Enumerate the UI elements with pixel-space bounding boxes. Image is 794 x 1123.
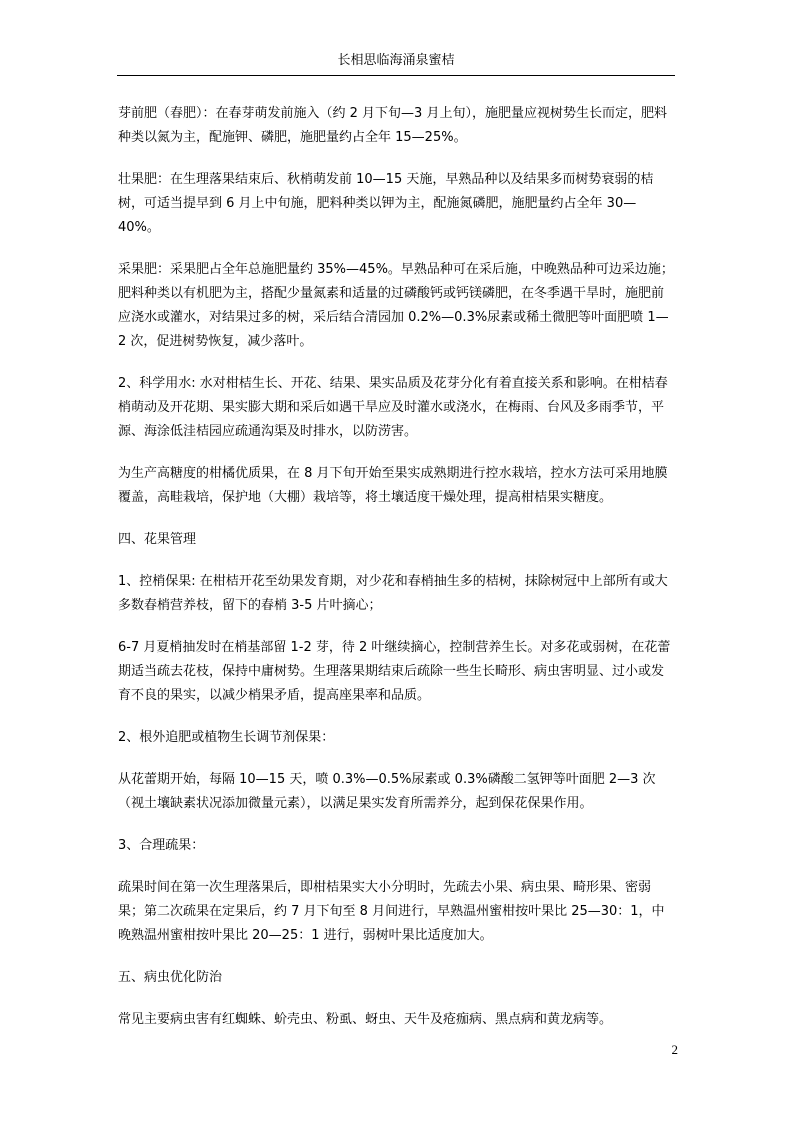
paragraph-post-harvest-fertilizer: 采果肥：采果肥占全年总施肥量约 35%—45%。早熟品种可在采后施，中晚熟品种可边采边施；肥料种类以有机肥为主，搭配少量氮素和适量的过磷酸钙或钙镁磷肥，在冬季遇干旱时，施肥前应浇水或灌水，对结果过多的树，采后结合清园加 0.2%—0.3%尿素或稀土微肥等叶面肥喷 1—2 次，促进树势恢复，减少落叶。 <box>118 262 674 349</box>
section-heading-pest-control: 五、病虫优化防治 <box>118 970 223 985</box>
subheading-foliar-fertilizer: 2、根外追肥或植物生长调节剂保果： <box>118 730 335 745</box>
paragraph-fruit-thinning: 疏果时间在第一次生理落果后，即柑桔果实大小分明时，先疏去小果、病虫果、畸形果、密弱果；第二次疏果在定果后，约 7 月下旬至 8 月间进行，早熟温州蜜柑按叶果比 25—30：1，中晚熟温州蜜柑按叶果比 20—25：1 进行，弱树叶果比适度加大。 <box>118 880 665 943</box>
paragraph-water-management: 2、科学用水: 水对柑桔生长、开花、结果、果实品质及花芽分化有着直接关系和影响。在柑桔春梢萌动及开花期、果实膨大期和采后如遇干旱应及时灌水或浇水，在梅雨、台风及多雨季节，平源、海涂低洼桔园应疏通沟渠及时排水，以防涝害。 <box>118 376 668 439</box>
paragraph-water-control: 为生产高糖度的柑橘优质果，在 8 月下旬开始至果实成熟期进行控水栽培，控水方法可采用地膜覆盖，高畦栽培，保护地（大棚）栽培等，将土壤适度干燥处理，提高柑桔果实糖度。 <box>118 466 668 505</box>
paragraph-shoot-control: 1、控梢保果: 在柑桔开花至幼果发育期，对少花和春梢抽生多的桔树，抹除树冠中上部所有或大多数春梢营养枝，留下的春梢 3-5 片叶摘心； <box>118 574 668 613</box>
document-body <box>118 102 676 1050</box>
page-number: 2 <box>671 1042 678 1057</box>
paragraph-foliar-spray: 从花蕾期开始，每隔 10—15 天，喷 0.3%—0.5%尿素或 0.3%磷酸二氢钾等叶面肥 2—3 次（视土壤缺素状况添加微量元素），以满足果实发育所需养分，起到保花保果作用。 <box>118 772 656 811</box>
subheading-fruit-thinning: 3、合理疏果： <box>118 838 205 853</box>
paragraph-summer-shoot: 6-7 月夏梢抽发时在梢基部留 1-2 芽，待 2 叶继续摘心，控制营养生长。对多花或弱树，在花蕾期适当疏去花枝，保持中庸树势。生理落果期结束后疏除一些生长畸形、病虫害明显、过小或发育不良的果实，以减少梢果矛盾，提高座果率和品质。 <box>118 640 671 703</box>
paragraph-fruit-strengthening-fertilizer: 壮果肥：在生理落果结束后、秋梢萌发前 10—15 天施，早熟品种以及结果多而树势衰弱的桔树，可适当提早到 6 月上中旬施，肥料种类以钾为主，配施氮磷肥，施肥量约占全年 30—40%。 <box>118 172 654 235</box>
section-heading-flower-fruit: 四、花果管理 <box>118 532 197 547</box>
paragraph-common-pests: 常见主要病虫害有红蜘蛛、蚧壳虫、粉虱、蚜虫、天牛及疮痂病、黑点病和黄龙病等。 <box>118 1012 613 1027</box>
paragraph-bud-fertilizer: 芽前肥（春肥）：在春芽萌发前施入（约 2 月下旬—3 月上旬），施肥量应视树势生长而定，肥料种类以氮为主，配施钾、磷肥，施肥量约占全年 15—25%。 <box>118 106 667 145</box>
page-header <box>117 51 675 76</box>
header-title: 长相思临海涌泉蜜桔 <box>337 53 455 68</box>
